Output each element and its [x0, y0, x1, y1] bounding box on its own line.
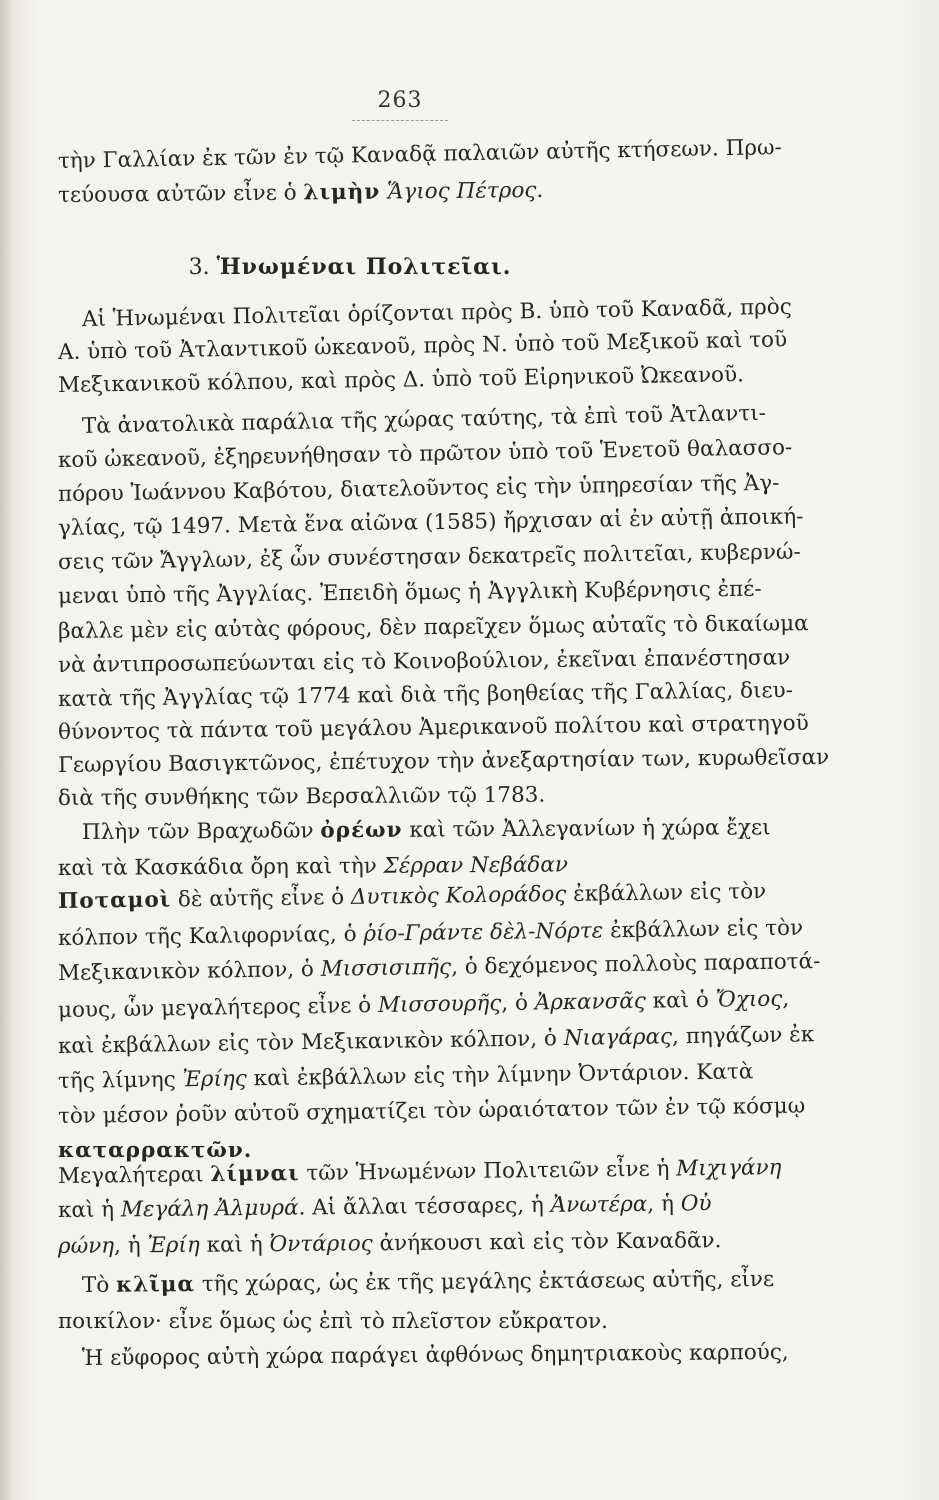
bold-term: κλῖμα	[116, 1272, 196, 1298]
text-run: καὶ ὁ	[645, 987, 716, 1014]
text-run: , ὁ δεχόμενος πολλοὺς παραποτά-	[450, 949, 821, 980]
text-run: τῆς λίμνης	[57, 1067, 183, 1094]
text-line	[58, 1308, 788, 1336]
italic-term: Ὀντάριος	[269, 1231, 373, 1258]
text-run: κατὰ τῆς Ἀγγλίας τῷ 1774 καὶ διὰ τῆς βοηθείας τῆς Γαλλίας, διευ-	[57, 678, 794, 712]
text-run: , πηγάζων ἐκ	[671, 1022, 815, 1050]
italic-term: Δυτικὸς Κολοράδος	[350, 881, 567, 910]
text-run: Πλὴν τῶν Βραχωδῶν	[81, 818, 321, 845]
italic-term: Μισσισιπῆς	[320, 954, 452, 982]
text-line	[58, 986, 788, 1025]
text-run: διὰ τῆς συνθήκης τῶν Βερσαλλιῶν τῷ 1783.	[57, 782, 546, 811]
book-gutter	[0, 0, 10, 1500]
italic-term: Ἐρίης	[182, 1066, 248, 1093]
text-line	[57, 434, 793, 475]
text-line	[57, 744, 830, 780]
text-line	[58, 878, 788, 916]
text-line	[82, 814, 812, 847]
section-title: Ἡνωμέναι Πολιτεῖαι.	[216, 254, 512, 280]
text-line	[82, 1266, 812, 1300]
text-run: καὶ ἐκβάλλων εἰς τὴν λίμνην Ὀντάριον. Κατὰ	[246, 1059, 754, 1092]
italic-term: Μιχιγάνη	[676, 1155, 782, 1182]
text-run: ποικίλον· εἶνε ὅμως ὡς ἐπὶ τὸ πλεῖστον εὔκρατον.	[58, 1309, 608, 1334]
italic-term: Ὄχιος	[715, 986, 783, 1013]
italic-term: Οὐ	[680, 1191, 712, 1217]
text-run: Μεξικανικοῦ κόλπου, καὶ πρὸς Δ. ὑπὸ τοῦ Εἰρηνικοῦ Ὠκεανοῦ.	[57, 362, 745, 398]
text-run: καὶ τὰ Κασκάδια ὄρη καὶ τὴν	[57, 853, 384, 881]
text-run: καὶ ἡ	[199, 1232, 270, 1258]
text-line	[57, 677, 794, 714]
text-line	[57, 610, 809, 646]
text-line	[58, 780, 788, 813]
text-run: γλίας, τῷ 1497. Μετὰ ἕνα αἰῶνα (1585) ἤρχισαν αἱ ἐν αὐτῇ ἀποική-	[57, 504, 804, 541]
text-line	[58, 1189, 788, 1225]
text-run: ἐκβάλλων εἰς τὸν	[566, 879, 767, 907]
text-run: , ὁ	[501, 990, 535, 1017]
italic-term: ρώνη	[57, 1233, 115, 1259]
text-run: , ἡ	[114, 1233, 148, 1259]
text-run: . Αἱ ἄλλαι τέσσαρες, ἡ	[298, 1192, 551, 1221]
text-run: δὲ αὐτῆς εἶνε ὁ	[170, 884, 352, 913]
text-line	[57, 539, 801, 577]
text-line	[82, 1339, 812, 1373]
italic-term: Ἀρκανσᾶς	[534, 988, 647, 1016]
text-run: τῶν Ἡνωμένων Πολιτειῶν εἶνε ἡ	[299, 1156, 677, 1187]
text-run: Τὰ ἀνατολικὰ παράλια τῆς χώρας ταύτης, τὰ ἐπὶ τοῦ Ἀτλαντι-	[81, 400, 767, 439]
text-line	[58, 575, 788, 611]
text-run: Μεγαλήτεραι	[57, 1162, 211, 1189]
text-run: κόλπον τῆς Καλιφορνίας, ὁ	[57, 921, 364, 951]
text-run: πόρου Ἰωάννου Καβότου, διατελοῦντος εἰς τὴν ὑπηρεσίαν τῆς Ἀγ-	[57, 470, 780, 507]
header-rule	[352, 120, 448, 121]
text-line	[58, 361, 788, 400]
text-line	[58, 174, 788, 210]
text-run: καὶ ἡ	[57, 1197, 122, 1223]
text-run: θύνοντος τὰ πάντα τοῦ μεγάλου Ἀμερικανοῦ πολίτου καὶ στρατηγοῦ	[57, 710, 809, 745]
text-run: σεις τῶν Ἄγγλων, ἐξ ὧν συνέστησαν δεκατρεῖς πολιτεῖαι, κυβερνώ-	[57, 539, 801, 575]
italic-term: Μεγάλη Ἀλμυρά	[120, 1195, 299, 1223]
text-run: Αἱ Ἡνωμέναι Πολιτεῖαι ὁρίζονται πρὸς Β. ὑπὸ τοῦ Καναδᾶ, πρὸς	[81, 294, 792, 332]
text-run: μεναι ὑπὸ τῆς Ἀγγλίας. Ἐπειδὴ ὅμως ἡ Ἀγγλικὴ Κυβέρνησις ἐπέ-	[57, 576, 762, 609]
text-run: κοῦ ὠκεανοῦ, ἐξηρευνήθησαν τὸ πρῶτον ὑπὸ τοῦ Ἑνετοῦ θαλασσο-	[57, 435, 793, 473]
text-run: Τὸ	[81, 1272, 117, 1298]
italic-term: ῥίο-Γράντε δὲλ-Νόρτε	[363, 918, 604, 947]
text-run: Γεωργίου Βασιγκτῶνος, ἐπέτυχον τὴν ἀνεξαρτησίαν των, κυρωθεῖσαν	[57, 744, 830, 778]
text-line	[58, 134, 788, 176]
bold-term: ὀρέων	[320, 817, 403, 844]
text-run: , ἡ	[647, 1191, 681, 1217]
text-line	[58, 850, 788, 883]
text-run: ἀνήκουσι καὶ εἰς τὸν Καναδᾶν.	[372, 1228, 722, 1257]
italic-term: Σέρραν Νεβάδαν	[383, 852, 568, 879]
text-run: μους, ὧν μεγαλήτερος εἶνε ὁ	[57, 992, 379, 1023]
text-run: ,	[782, 986, 790, 1012]
text-line	[57, 1093, 806, 1131]
text-line	[58, 470, 788, 509]
bold-term: λιμὴν	[303, 179, 381, 206]
bold-term: λίμναι	[210, 1161, 300, 1188]
text-run: νὰ ἀντιπροσωπεύωνται εἰς τὸ Κοινοβούλιον, ἐκεῖναι ἐπανέστησαν	[57, 645, 791, 678]
text-run: τεύουσα αὐτῶν εἶνε ὁ	[57, 180, 304, 208]
bold-term: Ποταμοὶ	[57, 887, 172, 914]
text-line	[57, 915, 804, 953]
text-run: τὸν μέσον ῥοῦν αὐτοῦ σχηματίζει τὸν ὡραιότατον τῶν ἐν τῷ κόσμῳ	[57, 1093, 806, 1129]
section-number: 3.	[188, 255, 210, 280]
text-run: ἐκβάλλων εἰς τὸν	[603, 915, 804, 944]
text-line	[82, 399, 812, 441]
text-line	[57, 1022, 815, 1061]
section-heading	[0, 252, 700, 283]
italic-term: Μισσουρῆς	[377, 991, 502, 1018]
page-number: 263	[377, 88, 423, 113]
text-run: βαλλε μὲν εἰς αὐτὰς φόρους, δὲν παρεῖχεν ὅμως αὐταῖς τὸ δικαίωμα	[57, 611, 809, 644]
text-run: τὴν Γαλλίαν ἐκ τῶν ἐν τῷ Καναδᾷ παλαιῶν αὐτῆς κτήσεων. Πρω-	[57, 135, 783, 174]
text-run: Μεξικανικὸν κόλπον, ὁ	[57, 956, 321, 986]
bold-term: καταρρακτῶν.	[58, 1138, 253, 1163]
text-line	[58, 1058, 788, 1096]
text-run: καὶ ἐκβάλλων εἰς τὸν Μεξικανικὸν κόλπον, ὁ	[57, 1026, 564, 1059]
italic-term: Νιαγάρας	[563, 1024, 673, 1052]
text-line	[57, 644, 791, 680]
italic-term: Ἐρίη	[147, 1232, 200, 1259]
text-run: Ἡ εὔφορος αὐτὴ χώρα παράγει ἀφθόνως δημητριακοὺς καρπούς,	[81, 1339, 789, 1371]
text-line	[57, 504, 804, 543]
text-line	[57, 949, 821, 988]
text-run: Α. ὑπὸ τοῦ Ἀτλαντικοῦ ὠκεανοῦ, πρὸς Ν. ὑπὸ τοῦ Μεξικοῦ καὶ τοῦ	[57, 327, 788, 365]
italic-term: Ἀνωτέρα	[550, 1191, 648, 1218]
text-run: τῆς χώρας, ὡς ἐκ τῆς μεγάλης ἐκτάσεως αὐτῆς, εἶνε	[194, 1266, 775, 1298]
text-run: καὶ τῶν Ἀλλεγανίων ἡ χώρα ἔχει	[402, 815, 771, 843]
italic-term: Ἅγιος Πέτρος.	[386, 177, 544, 205]
text-line	[58, 1227, 788, 1261]
text-line	[57, 710, 809, 747]
